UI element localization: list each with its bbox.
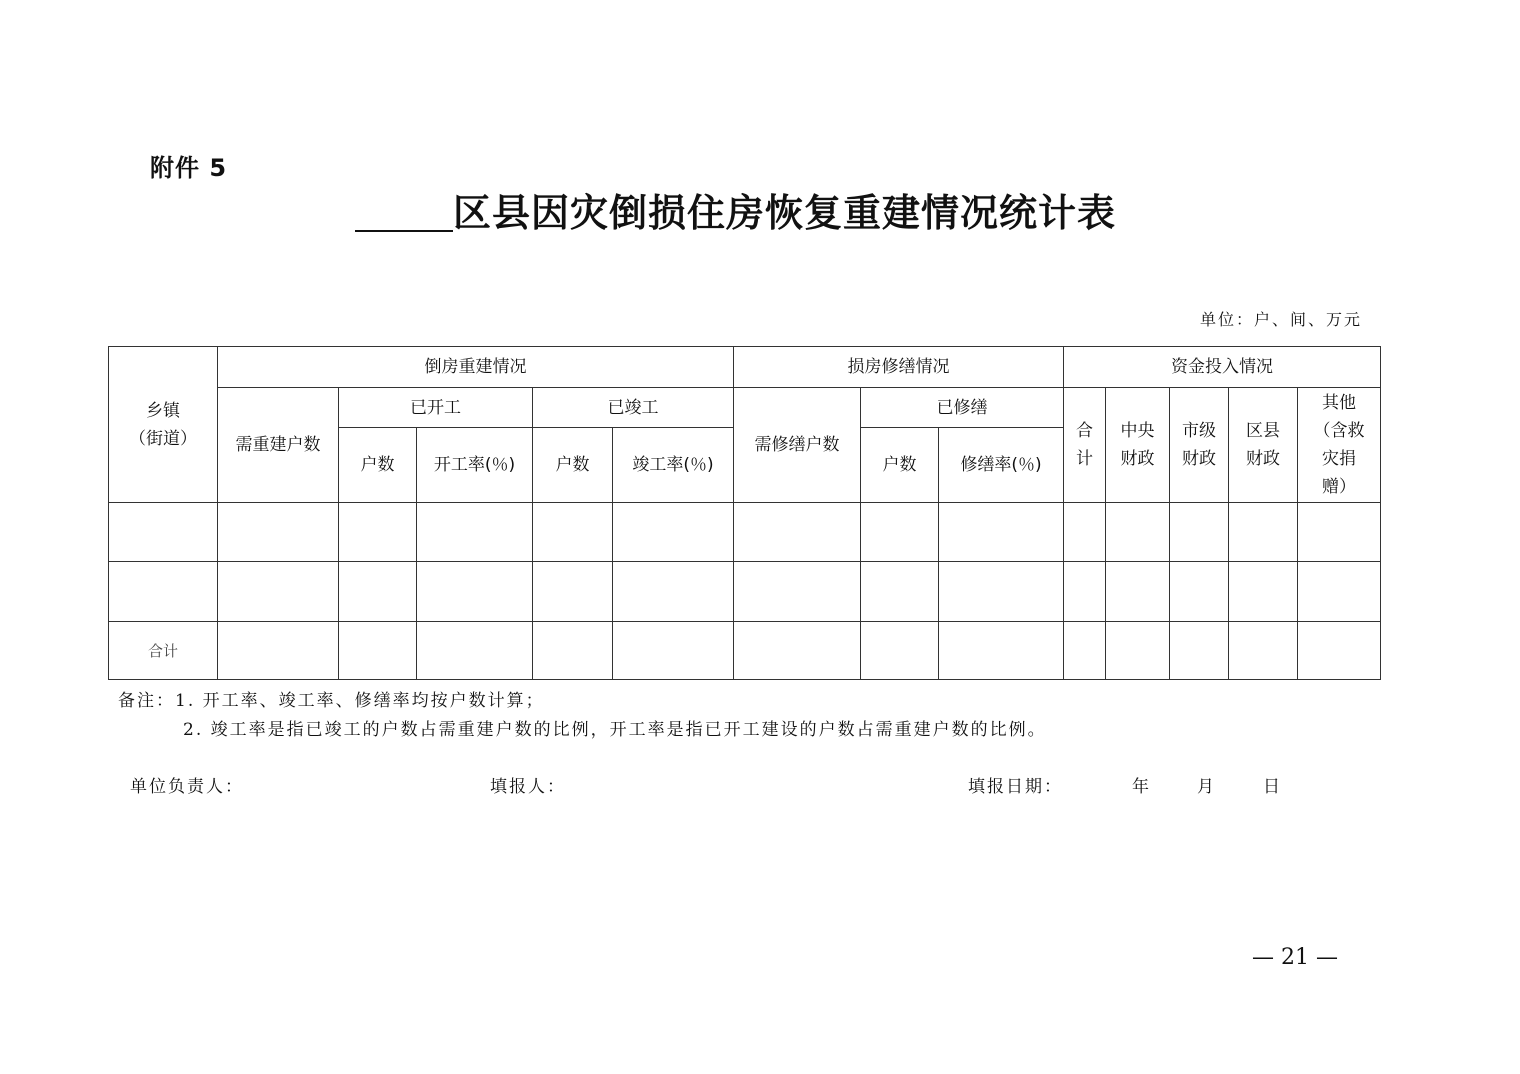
total-cell[interactable] (533, 622, 613, 680)
month-label: 月 (1197, 777, 1216, 797)
cell[interactable] (1170, 562, 1229, 622)
cell-town[interactable] (109, 503, 218, 562)
header-other-funds: 其他 （含救 灾捐 赠） (1298, 388, 1381, 503)
total-cell[interactable] (861, 622, 939, 680)
cell[interactable] (1298, 503, 1381, 562)
cell[interactable] (939, 503, 1064, 562)
page-title: 区县因灾倒损住房恢复重建情况统计表 (453, 190, 1117, 235)
statistics-table (108, 346, 1381, 680)
total-cell[interactable] (939, 622, 1064, 680)
date-label: 填报日期： (968, 777, 1063, 797)
total-cell[interactable] (339, 622, 417, 680)
header-repaired: 已修缮 (861, 388, 1064, 428)
attachment-label: 附件 5 (150, 154, 228, 182)
cell[interactable] (1064, 503, 1106, 562)
title-block (355, 190, 1116, 236)
cell[interactable] (1064, 562, 1106, 622)
cell[interactable] (417, 503, 533, 562)
cell[interactable] (1106, 562, 1170, 622)
cell[interactable] (939, 562, 1064, 622)
note-line-1: 备注：1. 开工率、竣工率、修缮率均按户数计算； (118, 691, 545, 711)
total-cell[interactable] (734, 622, 861, 680)
page-number: — 21 — (1252, 945, 1338, 970)
cell[interactable] (861, 503, 939, 562)
cell-town[interactable] (109, 562, 218, 622)
table-row (109, 503, 1381, 562)
header-county-finance: 区县 财政 (1229, 388, 1298, 503)
district-blank-line (355, 200, 453, 232)
header-group-funds: 资金投入情况 (1064, 347, 1381, 388)
cell[interactable] (339, 503, 417, 562)
cell[interactable] (1229, 503, 1298, 562)
year-label: 年 (1132, 777, 1151, 797)
header-repaired-rate: 修缮率(％) (939, 428, 1064, 503)
cell[interactable] (218, 503, 339, 562)
header-rebuild-needed: 需重建户数 (218, 388, 339, 503)
header-city-finance: 市级 财政 (1170, 388, 1229, 503)
responsible-person-label: 单位负责人： (130, 777, 244, 797)
header-completed-households: 户数 (533, 428, 613, 503)
header-group-repair: 损房修缮情况 (734, 347, 1064, 388)
header-started: 已开工 (339, 388, 533, 428)
total-cell[interactable] (1298, 622, 1381, 680)
cell[interactable] (613, 503, 734, 562)
header-repair-needed: 需修缮户数 (734, 388, 861, 503)
day-label: 日 (1263, 777, 1282, 797)
total-label: 合计 (109, 622, 218, 680)
total-cell[interactable] (1170, 622, 1229, 680)
header-repaired-households: 户数 (861, 428, 939, 503)
header-group-rebuild: 倒房重建情况 (218, 347, 734, 388)
cell[interactable] (613, 562, 734, 622)
total-row (109, 622, 1381, 680)
cell[interactable] (339, 562, 417, 622)
header-completed-rate: 竣工率(％) (613, 428, 734, 503)
cell[interactable] (417, 562, 533, 622)
cell[interactable] (218, 562, 339, 622)
header-completed: 已竣工 (533, 388, 734, 428)
cell[interactable] (533, 503, 613, 562)
header-started-households: 户数 (339, 428, 417, 503)
cell[interactable] (533, 562, 613, 622)
header-started-rate: 开工率(％) (417, 428, 533, 503)
total-cell[interactable] (1229, 622, 1298, 680)
total-cell[interactable] (1106, 622, 1170, 680)
header-funds-total: 合 计 (1064, 388, 1106, 503)
cell[interactable] (734, 562, 861, 622)
filler-label: 填报人： (490, 777, 566, 797)
cell[interactable] (1229, 562, 1298, 622)
unit-label: 单位：户、间、万元 (1200, 310, 1363, 329)
table-row (109, 562, 1381, 622)
total-cell[interactable] (1064, 622, 1106, 680)
total-cell[interactable] (613, 622, 734, 680)
cell[interactable] (1106, 503, 1170, 562)
note-line-2: 2. 竣工率是指已竣工的户数占需重建户数的比例，开工率是指已开工建设的户数占需重建户数的比例。 (183, 720, 1047, 740)
cell[interactable] (734, 503, 861, 562)
cell[interactable] (1170, 503, 1229, 562)
cell[interactable] (861, 562, 939, 622)
total-cell[interactable] (417, 622, 533, 680)
total-cell[interactable] (218, 622, 339, 680)
header-central-finance: 中央 财政 (1106, 388, 1170, 503)
header-town: 乡镇 （街道） (109, 347, 218, 503)
cell[interactable] (1298, 562, 1381, 622)
